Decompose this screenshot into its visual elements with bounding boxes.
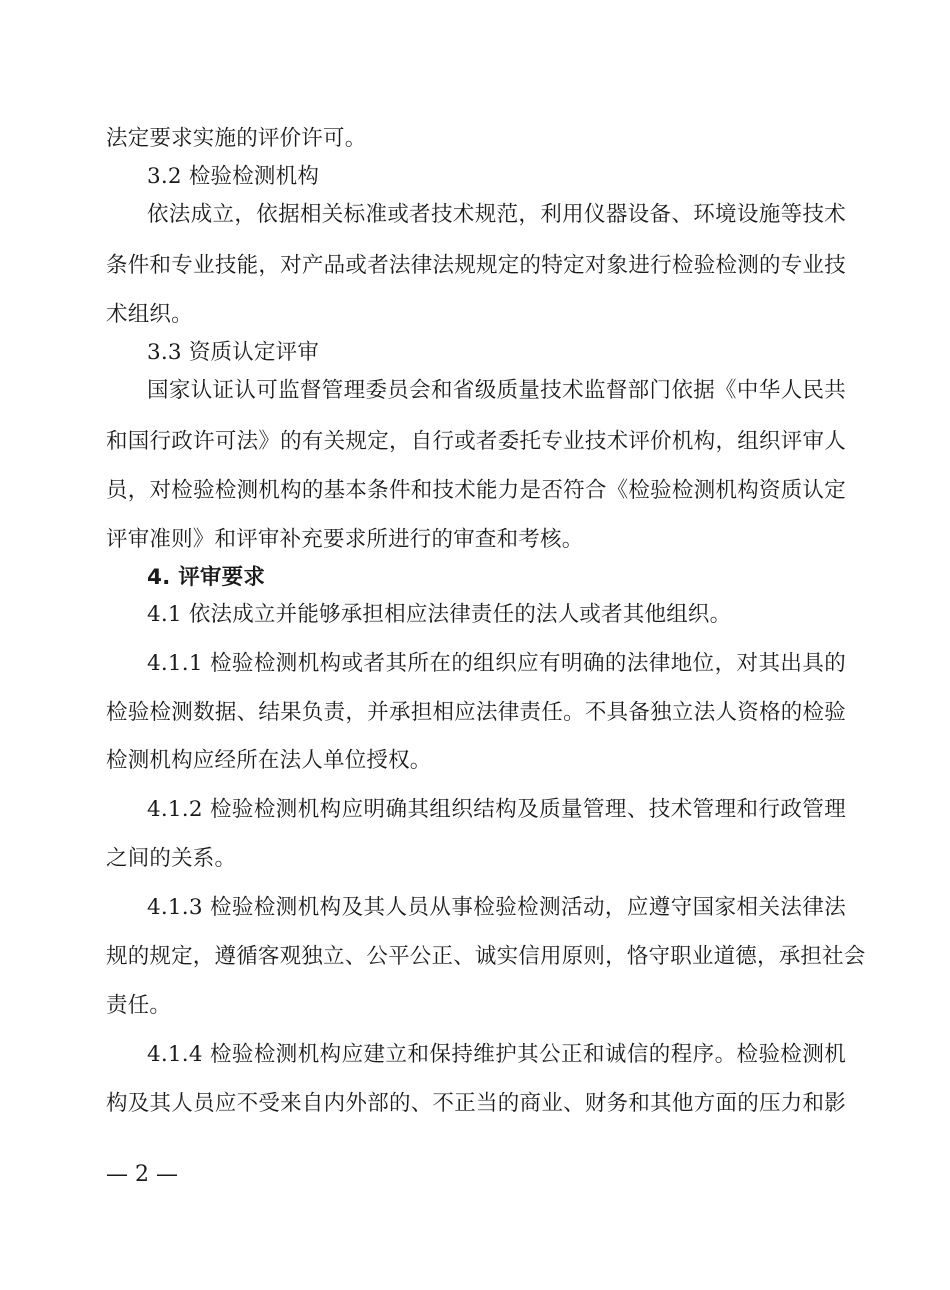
text-line: 4.1.1 检验检测机构或者其所在的组织应有明确的法律地位，对其出具的 (147, 651, 846, 676)
text-line: 检验检测数据、结果负责，并承担相应法律责任。不具备独立法人资格的检验 (106, 700, 846, 725)
text-line: 4.1.4 检验检测机构应建立和保持维护其公正和诚信的程序。检验检测机 (147, 1042, 846, 1067)
text-line: 条件和专业技能，对产品或者法律法规规定的特定对象进行检验检测的专业技 (106, 253, 846, 278)
text-line: 4.1 依法成立并能够承担相应法律责任的法人或者其他组织。 (147, 602, 732, 627)
text-line: 术组织。 (106, 302, 193, 327)
text-line: 评审准则》和评审补充要求所进行的审查和考核。 (106, 527, 584, 552)
section-heading-3-2: 3.2 检验检测机构 (147, 164, 320, 189)
text-line: 4.1.2 检验检测机构应明确其组织结构及质量管理、技术管理和行政管理 (147, 797, 846, 822)
text-line: 构及其人员应不受来自内外部的、不正当的商业、财务和其他方面的压力和影 (106, 1091, 846, 1116)
text-line: 员，对检验检测机构的基本条件和技术能力是否符合《检验检测机构资质认定 (106, 478, 846, 503)
section-heading-3-3: 3.3 资质认定评审 (147, 340, 320, 365)
text-line: 依法成立，依据相关标准或者技术规范，利用仪器设备、环境设施等技术 (147, 202, 846, 227)
text-line: 之间的关系。 (106, 846, 237, 871)
text-line: 和国行政许可法》的有关规定，自行或者委托专业技术评价机构，组织评审人 (106, 429, 846, 454)
text-line: 检测机构应经所在法人单位授权。 (106, 748, 432, 773)
text-line: 法定要求实施的评价许可。 (106, 126, 367, 151)
text-line: 4.1.3 检验检测机构及其人员从事检验检测活动，应遵守国家相关法律法 (147, 895, 846, 920)
text-line: 国家认证认可监督管理委员会和省级质量技术监督部门依据《中华人民共 (147, 378, 846, 403)
section-heading-4: 4. 评审要求 (147, 565, 266, 590)
text-line: 规的规定，遵循客观独立、公平公正、诚实信用原则，恪守职业道德，承担社会 (106, 944, 866, 969)
text-line: 责任。 (106, 993, 172, 1018)
page-number: — 2 — (106, 1162, 178, 1187)
